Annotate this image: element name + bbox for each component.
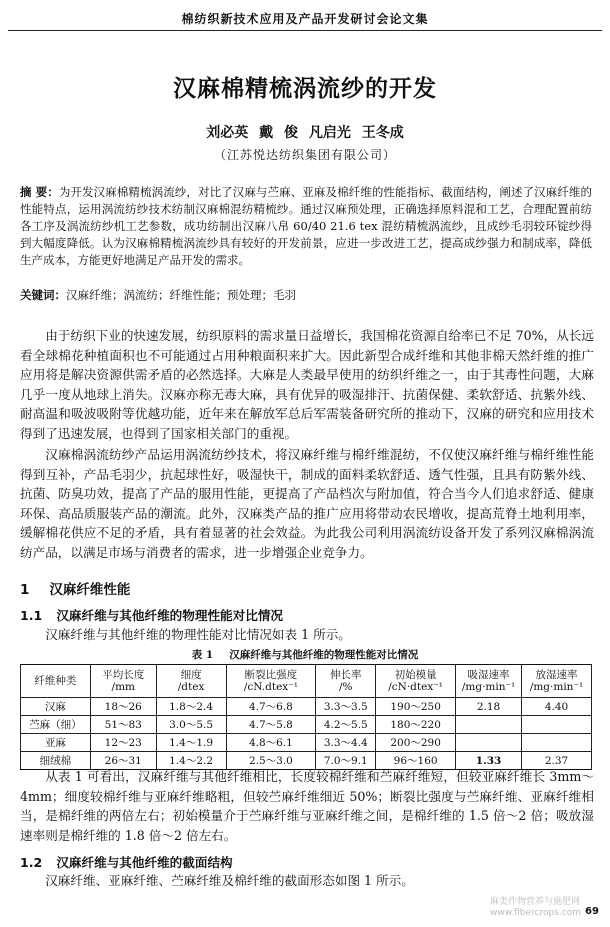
table-header-cell: 细度 /dtex bbox=[156, 665, 226, 698]
table-row bbox=[21, 734, 592, 752]
table-number: 表 1 bbox=[191, 649, 214, 661]
table-cell bbox=[522, 716, 592, 734]
table-cell: 4.7～5.8 bbox=[226, 716, 316, 734]
abstract-text: 为开发汉麻棉精梳涡流纱，对比了汉麻与苎麻、亚麻及棉纤维的性能指标、截面结构，阐述了汉麻纤维的性能特点，运用涡流纺纱技术纺制汉麻棉混纺精梳纱。通过汉麻预处理，正确选择原料混和工艺，合理配置前纺各工序及涡流纺纱机工艺参数，成功纺制出汉麻八帛 60/40 21.6 tex 混纺精梳涡流纱，且成纱毛羽较环锭纱得到大幅度降低。认为汉麻棉精梳涡流纱具有较好的开发前景，应进一步改进工艺，提高成纱强力和制成率，降低生产成本，方能更好地满足产品开发的需求。 bbox=[20, 185, 592, 267]
table-header-cell: 断裂比强度 /cN.dtex⁻¹ bbox=[226, 665, 316, 698]
table-header-cell: 放湿速率 /mg·min⁻¹ bbox=[522, 665, 592, 698]
table-cell: 3.0～5.5 bbox=[156, 716, 226, 734]
subsection-number: 1.1 bbox=[20, 608, 43, 623]
table-cell: 2.37 bbox=[522, 752, 592, 770]
table-cell: 1.4～1.9 bbox=[156, 734, 226, 752]
table-cell: 4.7～6.8 bbox=[226, 698, 316, 716]
keywords-label: 关键词： bbox=[20, 288, 66, 302]
keywords bbox=[20, 287, 592, 304]
table-cell: 2.18 bbox=[456, 698, 522, 716]
body-paragraph-1 bbox=[20, 326, 594, 444]
paper-title: 汉麻棉精梳涡流纱的开发 bbox=[173, 75, 437, 102]
table-header-cell: 伸长率 /% bbox=[316, 665, 376, 698]
subsection-heading-1-1 bbox=[20, 605, 283, 624]
subsection-1-1-text: 汉麻纤维与其他纤维的物理性能对比情况如表 1 所示。 bbox=[45, 627, 351, 642]
fiber-properties-table bbox=[20, 664, 592, 770]
table-cell: 18～26 bbox=[90, 698, 156, 716]
abstract-label: 摘 要： bbox=[20, 185, 59, 199]
section-number: 1 bbox=[20, 582, 30, 598]
table-cell: 190～250 bbox=[376, 698, 456, 716]
watermark bbox=[490, 897, 581, 919]
section-heading-1 bbox=[20, 578, 130, 598]
table-header-cell: 纤维种类 bbox=[21, 665, 91, 698]
table-cell bbox=[456, 734, 522, 752]
table-header-cell: 平均长度 /mm bbox=[90, 665, 156, 698]
table-cell: 4.40 bbox=[522, 698, 592, 716]
table-header-row bbox=[21, 665, 592, 698]
table-cell: 细绒棉 bbox=[21, 752, 91, 770]
table-row bbox=[21, 698, 592, 716]
table-cell: 7.0～9.1 bbox=[316, 752, 376, 770]
paragraph-text: 由于纺织下业的快速发展，纺织原料的需求量日益增长，我国棉花资源自给率已不足 70%，从长远看全球棉花种植面积也不可能通过占用种粮面积来扩大。因此新型合成纤维和其他非棉天然纤维的推广应用将是解决资源供需矛盾的必然选择。大麻是人类最早使用的纺织纤维之一，由于其毒性问题，大麻几乎一度从地球上消失。汉麻亦称无毒大麻，具有优异的吸湿排汗、抗菌保健、柔软舒适、抗紫外线、耐高温和吸波吸附等优越功能，近年来在解放军总后军需装备研究所的推动下，汉麻的研究和应用技术得到了迅速发展，也得到了国家相关部门的重视。 bbox=[20, 328, 594, 441]
table-cell bbox=[456, 716, 522, 734]
table-header-cell: 吸湿速率 /mg·min⁻¹ bbox=[456, 665, 522, 698]
table-cell: 26～31 bbox=[90, 752, 156, 770]
subsection-heading-1-2 bbox=[20, 852, 233, 871]
watermark-line: 麻类作物营养与施肥网 bbox=[490, 897, 581, 907]
paragraph-text: 从表 1 可看出，汉麻纤维与其他纤维相比，长度较棉纤维和苎麻纤维短，但较亚麻纤维长 3mm～4mm；细度较棉纤维与亚麻纤维略粗，但较苎麻纤维细近 50%；断裂比强度与苎麻纤维、亚麻纤维相当，是棉纤维的两倍左右；初始模量介于苎麻纤维与亚麻纤维之间，是棉纤维的 1.5 倍～2 倍；吸放湿速率则是棉纤维的 1.8 倍～2 倍左右。 bbox=[20, 769, 594, 843]
header-rule bbox=[8, 30, 602, 31]
table-cell: 4.8～6.1 bbox=[226, 734, 316, 752]
table-cell: 96～160 bbox=[376, 752, 456, 770]
body-paragraph-3 bbox=[20, 767, 594, 845]
subsection-1-2-text: 汉麻纤维、亚麻纤维、苎麻纤维及棉纤维的截面形态如图 1 所示。 bbox=[45, 873, 414, 888]
table-cell: 1.33 bbox=[456, 752, 522, 770]
table-cell: 汉麻 bbox=[21, 698, 91, 716]
table-cell: 1.4～2.2 bbox=[156, 752, 226, 770]
table-cell bbox=[522, 734, 592, 752]
table-cell: 亚麻 bbox=[21, 734, 91, 752]
page-number: 69 bbox=[585, 906, 599, 917]
table-cell: 180～220 bbox=[376, 716, 456, 734]
table-header-cell: 初始模量 /cN·dtex⁻¹ bbox=[376, 665, 456, 698]
affiliation: （江苏悦达纺织集团有限公司） bbox=[213, 148, 396, 162]
table-caption-text: 汉麻纤维与其他纤维的物理性能对比情况 bbox=[229, 649, 419, 661]
keywords-text: 汉麻纤维；涡流纺；纤维性能；预处理；毛羽 bbox=[66, 288, 296, 302]
paragraph-text: 汉麻棉涡流纺纱产品运用涡流纺纱技术，将汉麻纤维与棉纤维混纺，不仅使汉麻纤维与棉纤维性能得到互补，产品毛羽少，抗起球性好，吸湿快干，制成的面料柔软舒适、透气性强，且具有防紫外线、抗菌、防臭功效，提高了产品的服用性能，更提高了产品档次与附加值，符合当今人们追求舒适、健康环保、高品质服装产品的潮流。此外，汉麻类产品的推广应用将带动农民增收，提高荒脊土地利用率，缓解棉花供应不足的矛盾，具有着显著的社会效益。为此我公司利用涡流纺设备开发了系列汉麻棉涡流纺产品，以满足市场与消费者的需求，进一步增强企业竞争力。 bbox=[20, 447, 594, 560]
table-cell: 1.8～2.4 bbox=[156, 698, 226, 716]
table-caption bbox=[0, 647, 610, 662]
abstract bbox=[20, 184, 592, 269]
author-list: 刘必英 戴 俊 凡启光 王冬成 bbox=[206, 125, 404, 141]
body-paragraph-2 bbox=[20, 445, 594, 563]
table-cell: 51～83 bbox=[90, 716, 156, 734]
table-row bbox=[21, 716, 592, 734]
table-cell: 2.5～3.0 bbox=[226, 752, 316, 770]
section-title: 汉麻纤维性能 bbox=[49, 582, 131, 598]
subsection-title: 汉麻纤维与其他纤维的截面结构 bbox=[56, 855, 233, 870]
watermark-line: www.fibercrops.com bbox=[490, 908, 581, 918]
table-cell: 3.3～3.5 bbox=[316, 698, 376, 716]
subsection-title: 汉麻纤维与其他纤维的物理性能对比情况 bbox=[56, 608, 283, 623]
table-cell: 3.3～4.4 bbox=[316, 734, 376, 752]
table-cell: 苎麻（细） bbox=[21, 716, 91, 734]
table-cell: 200～290 bbox=[376, 734, 456, 752]
running-header: 棉纺织新技术应用及产品开发研讨会论文集 bbox=[181, 12, 429, 26]
table-cell: 4.2～5.5 bbox=[316, 716, 376, 734]
subsection-number: 1.2 bbox=[20, 855, 43, 870]
table-cell: 12～23 bbox=[90, 734, 156, 752]
